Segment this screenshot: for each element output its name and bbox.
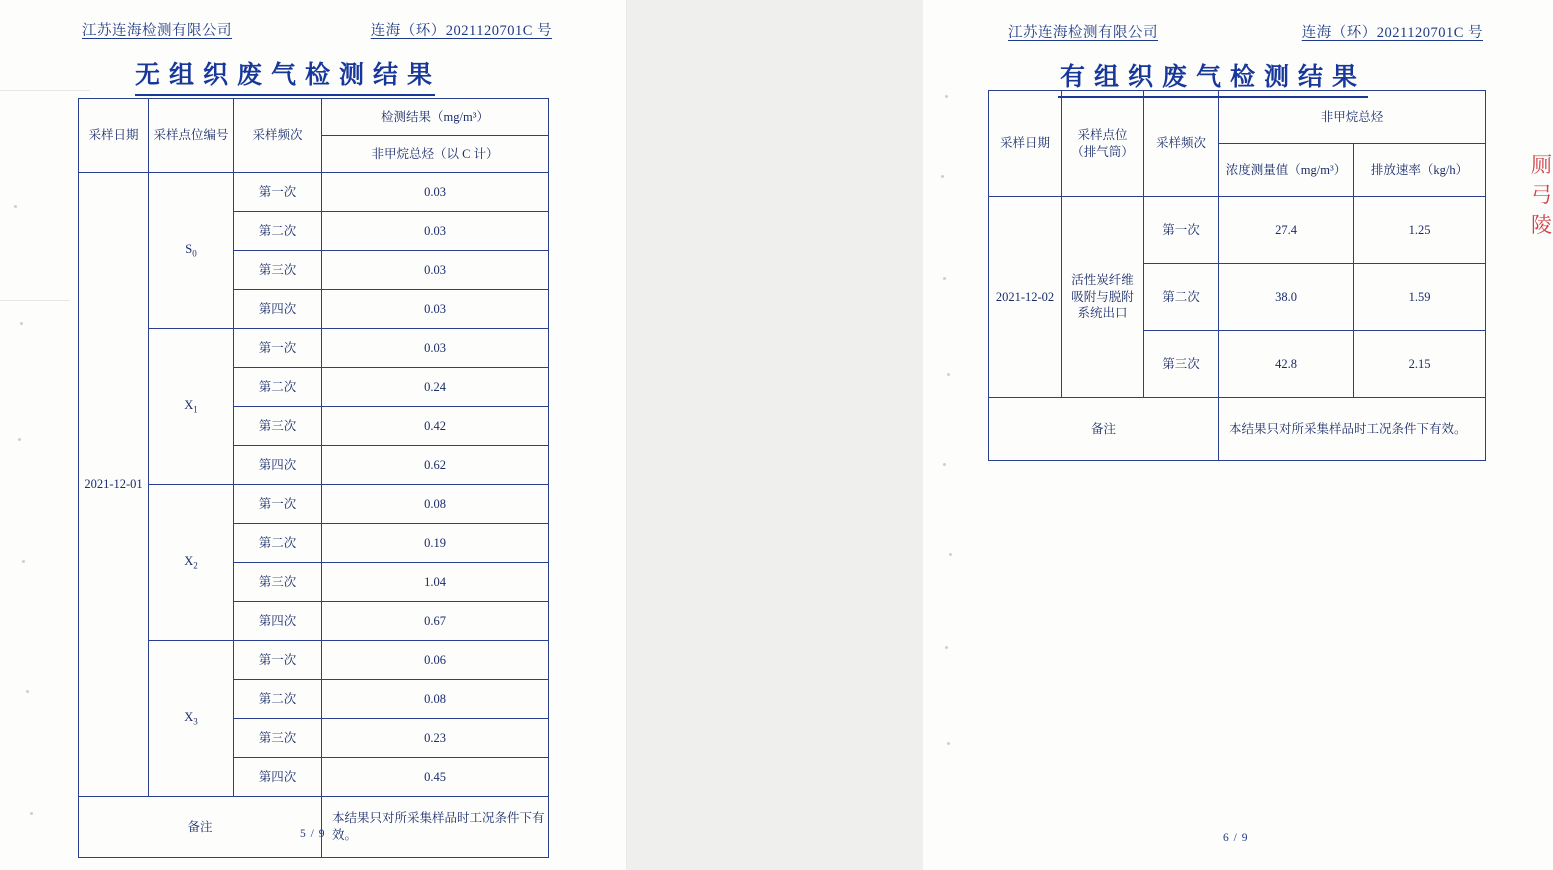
cell-sampling-point [1062, 197, 1144, 398]
cell-emission-rate: 1.59 [1354, 264, 1486, 331]
cell-value: 0.45 [322, 758, 549, 797]
cell-frequency: 第二次 [234, 680, 322, 719]
cell-frequency: 第一次 [1144, 197, 1219, 264]
cell-value: 0.03 [322, 329, 549, 368]
cell-frequency: 第三次 [234, 563, 322, 602]
table-row [79, 485, 549, 524]
header-sampling-point-line1: 采样点位 [1077, 127, 1128, 142]
cell-value: 0.03 [322, 290, 549, 329]
scan-artifact-line [0, 90, 90, 91]
cell-sampling-date: 2021-12-02 [989, 197, 1062, 398]
cell-frequency: 第三次 [234, 251, 322, 290]
scan-speck [941, 175, 944, 178]
stamp-char-2: 弓 [1531, 183, 1552, 207]
table-footer-row [79, 797, 549, 858]
page-gutter [627, 0, 923, 870]
cell-emission-rate: 1.25 [1354, 197, 1486, 264]
page-header [1008, 21, 1483, 42]
remark-text: 本结果只对所采集样品时工况条件下有效。 [1219, 398, 1486, 461]
header-sampling-point [1062, 91, 1144, 197]
cell-frequency: 第四次 [234, 758, 322, 797]
cell-frequency: 第一次 [234, 173, 322, 212]
scan-speck [22, 560, 25, 563]
cell-value: 0.62 [322, 446, 549, 485]
cell-frequency: 第四次 [234, 446, 322, 485]
cell-point-s0: $S_0$ [149, 173, 234, 329]
header-analyte: 非甲烷总烃 [1219, 91, 1486, 144]
header-concentration: 浓度测量值（mg/m³） [1219, 144, 1354, 197]
cell-frequency: 第二次 [234, 212, 322, 251]
remark-label: 备注 [989, 398, 1219, 461]
cell-frequency: 第一次 [234, 329, 322, 368]
cell-value: 0.19 [322, 524, 549, 563]
cell-point-line3: 系统出口 [1077, 306, 1128, 321]
table-row [79, 641, 549, 680]
stamp-char-3: 陵 [1531, 213, 1552, 237]
cell-concentration: 42.8 [1219, 331, 1354, 398]
cell-value: 0.23 [322, 719, 549, 758]
scan-speck [26, 690, 29, 693]
scan-speck [947, 742, 950, 745]
header-sampling-point-line2: （排气筒） [1071, 144, 1134, 159]
cell-value: 0.03 [322, 173, 549, 212]
cell-point-line1: 活性炭纤维 [1071, 272, 1134, 287]
cell-frequency: 第二次 [234, 368, 322, 407]
table-row [989, 197, 1486, 264]
document-page-5 [0, 0, 627, 870]
page-header [82, 19, 552, 40]
scan-speck [945, 646, 948, 649]
cell-frequency: 第四次 [234, 602, 322, 641]
header-sampling-frequency: 采样频次 [234, 99, 322, 173]
cell-point-x2: $X_2$ [149, 485, 234, 641]
scan-speck [943, 463, 946, 466]
remark-text: 本结果只对所采集样品时工况条件下有效。 [322, 797, 549, 858]
cell-point-line2: 吸附与脱附 [1071, 289, 1134, 304]
cell-frequency: 第一次 [234, 641, 322, 680]
cell-frequency: 第三次 [1144, 331, 1219, 398]
page-number: 5 / 9 [300, 828, 326, 840]
page-number: 6 / 9 [1223, 832, 1249, 844]
cell-concentration: 27.4 [1219, 197, 1354, 264]
cell-point-x1: $X_1$ [149, 329, 234, 485]
cell-value: 0.24 [322, 368, 549, 407]
cell-concentration: 38.0 [1219, 264, 1354, 331]
table-footer-row [989, 398, 1486, 461]
cell-frequency: 第四次 [234, 290, 322, 329]
table-header-row [79, 99, 549, 136]
header-sampling-point: 采样点位编号 [149, 99, 234, 173]
cell-frequency: 第二次 [1144, 264, 1219, 331]
cell-frequency: 第二次 [234, 524, 322, 563]
header-result-group: 检测结果（mg/m³） [322, 99, 549, 136]
scan-speck [943, 277, 946, 280]
page-title: 无组织废气检测结果 [135, 55, 435, 96]
cell-value: 0.67 [322, 602, 549, 641]
stamp-char-1: 厕 [1531, 153, 1552, 177]
header-sampling-date: 采样日期 [79, 99, 149, 173]
page-title: 有组织废气检测结果 [1058, 57, 1368, 98]
scan-speck [947, 373, 950, 376]
cell-frequency: 第三次 [234, 407, 322, 446]
header-sampling-frequency: 采样频次 [1144, 91, 1219, 197]
company-name: 江苏连海检测有限公司 [82, 23, 232, 39]
treated-exhaust-table [988, 90, 1486, 461]
cell-frequency: 第一次 [234, 485, 322, 524]
document-page-6 [923, 0, 1553, 870]
scan-speck [18, 438, 21, 441]
scan-speck [945, 95, 948, 98]
report-number: 连海（环）2021120701C 号 [370, 23, 552, 39]
cell-sampling-date: 2021-12-01 [79, 173, 149, 797]
cell-value: 0.08 [322, 485, 549, 524]
company-name: 江苏连海检测有限公司 [1008, 25, 1158, 41]
cell-value: 0.03 [322, 251, 549, 290]
header-result-item: 非甲烷总烃（以 C 计） [322, 136, 549, 173]
header-emission-rate: 排放速率（kg/h） [1354, 144, 1486, 197]
header-sampling-date: 采样日期 [989, 91, 1062, 197]
cell-value: 0.42 [322, 407, 549, 446]
report-number: 连海（环）2021120701C 号 [1301, 25, 1483, 41]
cell-emission-rate: 2.15 [1354, 331, 1486, 398]
cell-value: 0.06 [322, 641, 549, 680]
table-row [79, 329, 549, 368]
scan-speck [20, 322, 23, 325]
scan-speck [14, 205, 17, 208]
cell-value: 1.04 [322, 563, 549, 602]
cell-point-x3: $X_3$ [149, 641, 234, 797]
scan-speck [949, 553, 952, 556]
table-header-row [989, 91, 1486, 144]
scan-speck [30, 812, 33, 815]
table-row [79, 173, 549, 212]
cell-value: 0.08 [322, 680, 549, 719]
remark-label: 备注 [79, 797, 322, 858]
cell-frequency: 第三次 [234, 719, 322, 758]
untreated-exhaust-table [78, 98, 549, 858]
cell-value: 0.03 [322, 212, 549, 251]
red-seal-stamp [1531, 150, 1553, 268]
scan-artifact-line [0, 300, 70, 301]
